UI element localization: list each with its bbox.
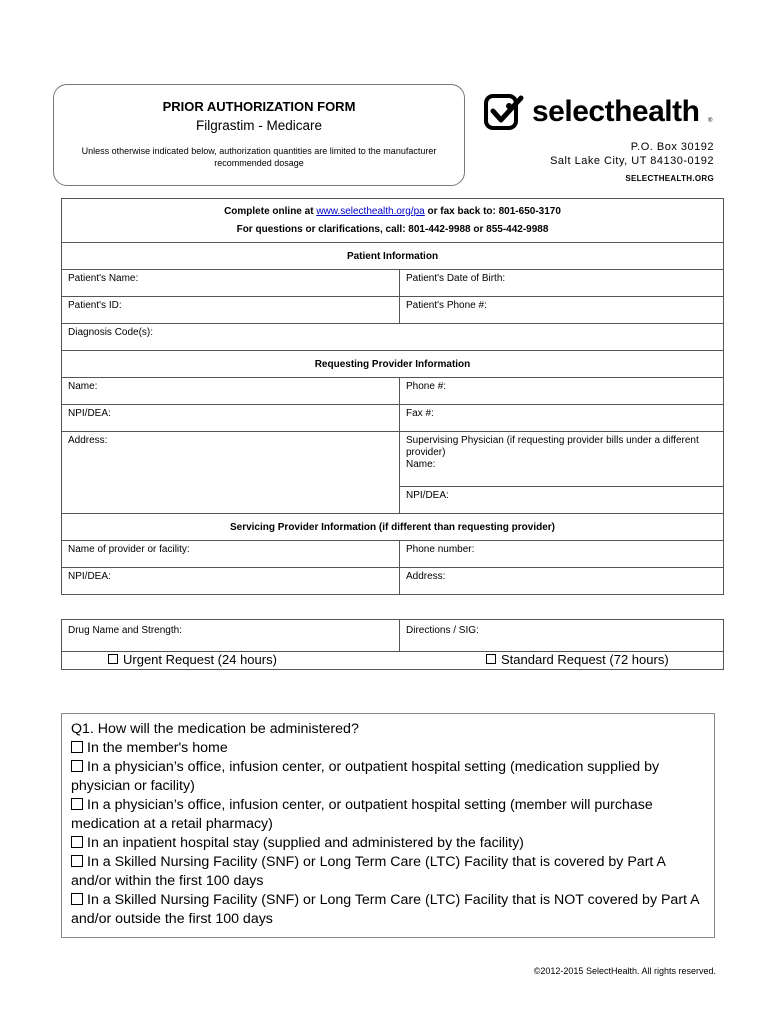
patient-dob-field[interactable]: Patient's Date of Birth: <box>400 270 724 297</box>
patient-info-heading: Patient Information <box>62 243 724 270</box>
questions-phone-text: For questions or clarifications, call: 801-442-9988 or 855-442-9988 <box>236 223 549 235</box>
provider-address-field[interactable]: Address: <box>62 432 400 514</box>
question-1-box <box>61 713 715 938</box>
q1-option-label: In a physician’s office, infusion center, or outpatient hospital setting (medication supplied by physician or facility) <box>71 759 660 794</box>
provider-name-field[interactable]: Name: <box>62 378 400 405</box>
q1-option-label: In a Skilled Nursing Facility (SNF) or Long Term Care (LTC) Facility that is NOT covered by Part A and/or outside the first 100 days <box>71 892 699 927</box>
checkmark-heart-logo-icon <box>484 92 524 132</box>
question-1-text: Q1. How will the medication be administered? <box>71 721 359 737</box>
patient-id-field[interactable]: Patient's ID: <box>62 297 400 324</box>
supervising-npi-field[interactable]: NPI/DEA: <box>400 487 724 514</box>
directions-field[interactable]: Directions / SIG: <box>400 620 724 652</box>
diagnosis-code-field[interactable]: Diagnosis Code(s): <box>62 324 724 351</box>
q1-option-home[interactable] <box>71 739 705 758</box>
q1-option-inpatient[interactable] <box>71 834 705 853</box>
fax-text: or fax back to: 801-650-3170 <box>424 205 561 217</box>
selecthealth-logo <box>484 92 724 136</box>
contact-cell <box>62 199 724 243</box>
q1-checkbox-2[interactable] <box>71 760 83 772</box>
provider-phone-field[interactable]: Phone #: <box>400 378 724 405</box>
servicing-phone-field[interactable]: Phone number: <box>400 541 724 568</box>
servicing-provider-heading: Servicing Provider Information (if different than requesting provider) <box>62 514 724 541</box>
requesting-provider-heading: Requesting Provider Information <box>62 351 724 378</box>
q1-option-label: In a Skilled Nursing Facility (SNF) or Long Term Care (LTC) Facility that is covered by Part A and/or within the first 100 days <box>71 854 666 889</box>
request-urgency-row <box>61 651 724 670</box>
patient-name-field[interactable]: Patient's Name: <box>62 270 400 297</box>
q1-checkbox-6[interactable] <box>71 893 83 905</box>
servicing-npi-field[interactable]: NPI/DEA: <box>62 568 400 595</box>
q1-option-snf-not-covered[interactable] <box>71 891 705 929</box>
online-prefix: Complete online at <box>224 205 317 217</box>
q1-checkbox-4[interactable] <box>71 836 83 848</box>
drug-table <box>61 619 724 652</box>
standard-label: Standard Request (72 hours) <box>501 652 669 667</box>
address-line-2: Salt Lake City, UT 84130-0192 <box>550 155 714 167</box>
online-pa-link[interactable]: www.selecthealth.org/pa <box>316 205 425 217</box>
q1-option-snf-covered[interactable] <box>71 853 705 891</box>
provider-fax-field[interactable]: Fax #: <box>400 405 724 432</box>
patient-phone-field[interactable]: Patient's Phone #: <box>400 297 724 324</box>
website-label: SELECTHEALTH.ORG <box>625 174 714 183</box>
standard-request-option[interactable] <box>486 652 669 667</box>
drug-name-field[interactable]: Drug Name and Strength: <box>62 620 400 652</box>
servicing-name-field[interactable]: Name of provider or facility: <box>62 541 400 568</box>
urgent-label: Urgent Request (24 hours) <box>123 652 277 667</box>
q1-option-label: In the member's home <box>87 740 228 756</box>
standard-checkbox[interactable] <box>486 654 496 664</box>
form-title-box <box>53 84 465 186</box>
q1-checkbox-1[interactable] <box>71 741 83 753</box>
provider-npi-field[interactable]: NPI/DEA: <box>62 405 400 432</box>
supervising-name-label: Name: <box>406 459 436 470</box>
servicing-address-field[interactable]: Address: <box>400 568 724 595</box>
form-title: PRIOR AUTHORIZATION FORM <box>162 99 356 114</box>
q1-option-label: In an inpatient hospital stay (supplied and administered by the facility) <box>87 835 524 851</box>
address-line-1: P.O. Box 30192 <box>630 141 714 153</box>
logo-wordmark: selecthealth <box>532 95 700 128</box>
mailing-address <box>550 140 714 186</box>
q1-checkbox-3[interactable] <box>71 798 83 810</box>
urgent-checkbox[interactable] <box>108 654 118 664</box>
supervising-physician-field[interactable] <box>400 432 724 487</box>
dosage-note: Unless otherwise indicated below, authorization quantities are limited to the manufacturer recommended dosage <box>81 146 437 168</box>
q1-option-label: In a physician’s office, infusion center, or outpatient hospital setting (member will purchase medication at a retail pharmacy) <box>71 797 653 832</box>
copyright-footer: ©2012-2015 SelectHealth. All rights reserved. <box>533 966 716 976</box>
form-subtitle: Filgrastim - Medicare <box>195 118 323 133</box>
authorization-table <box>61 198 724 595</box>
supervising-physician-label: Supervising Physician (if requesting provider bills under a different provider) <box>406 435 699 458</box>
urgent-request-option[interactable] <box>108 652 277 667</box>
q1-option-office-supplied[interactable] <box>71 758 705 796</box>
q1-checkbox-5[interactable] <box>71 855 83 867</box>
logo-trademark: ® <box>708 118 713 124</box>
q1-option-office-retail[interactable] <box>71 796 705 834</box>
